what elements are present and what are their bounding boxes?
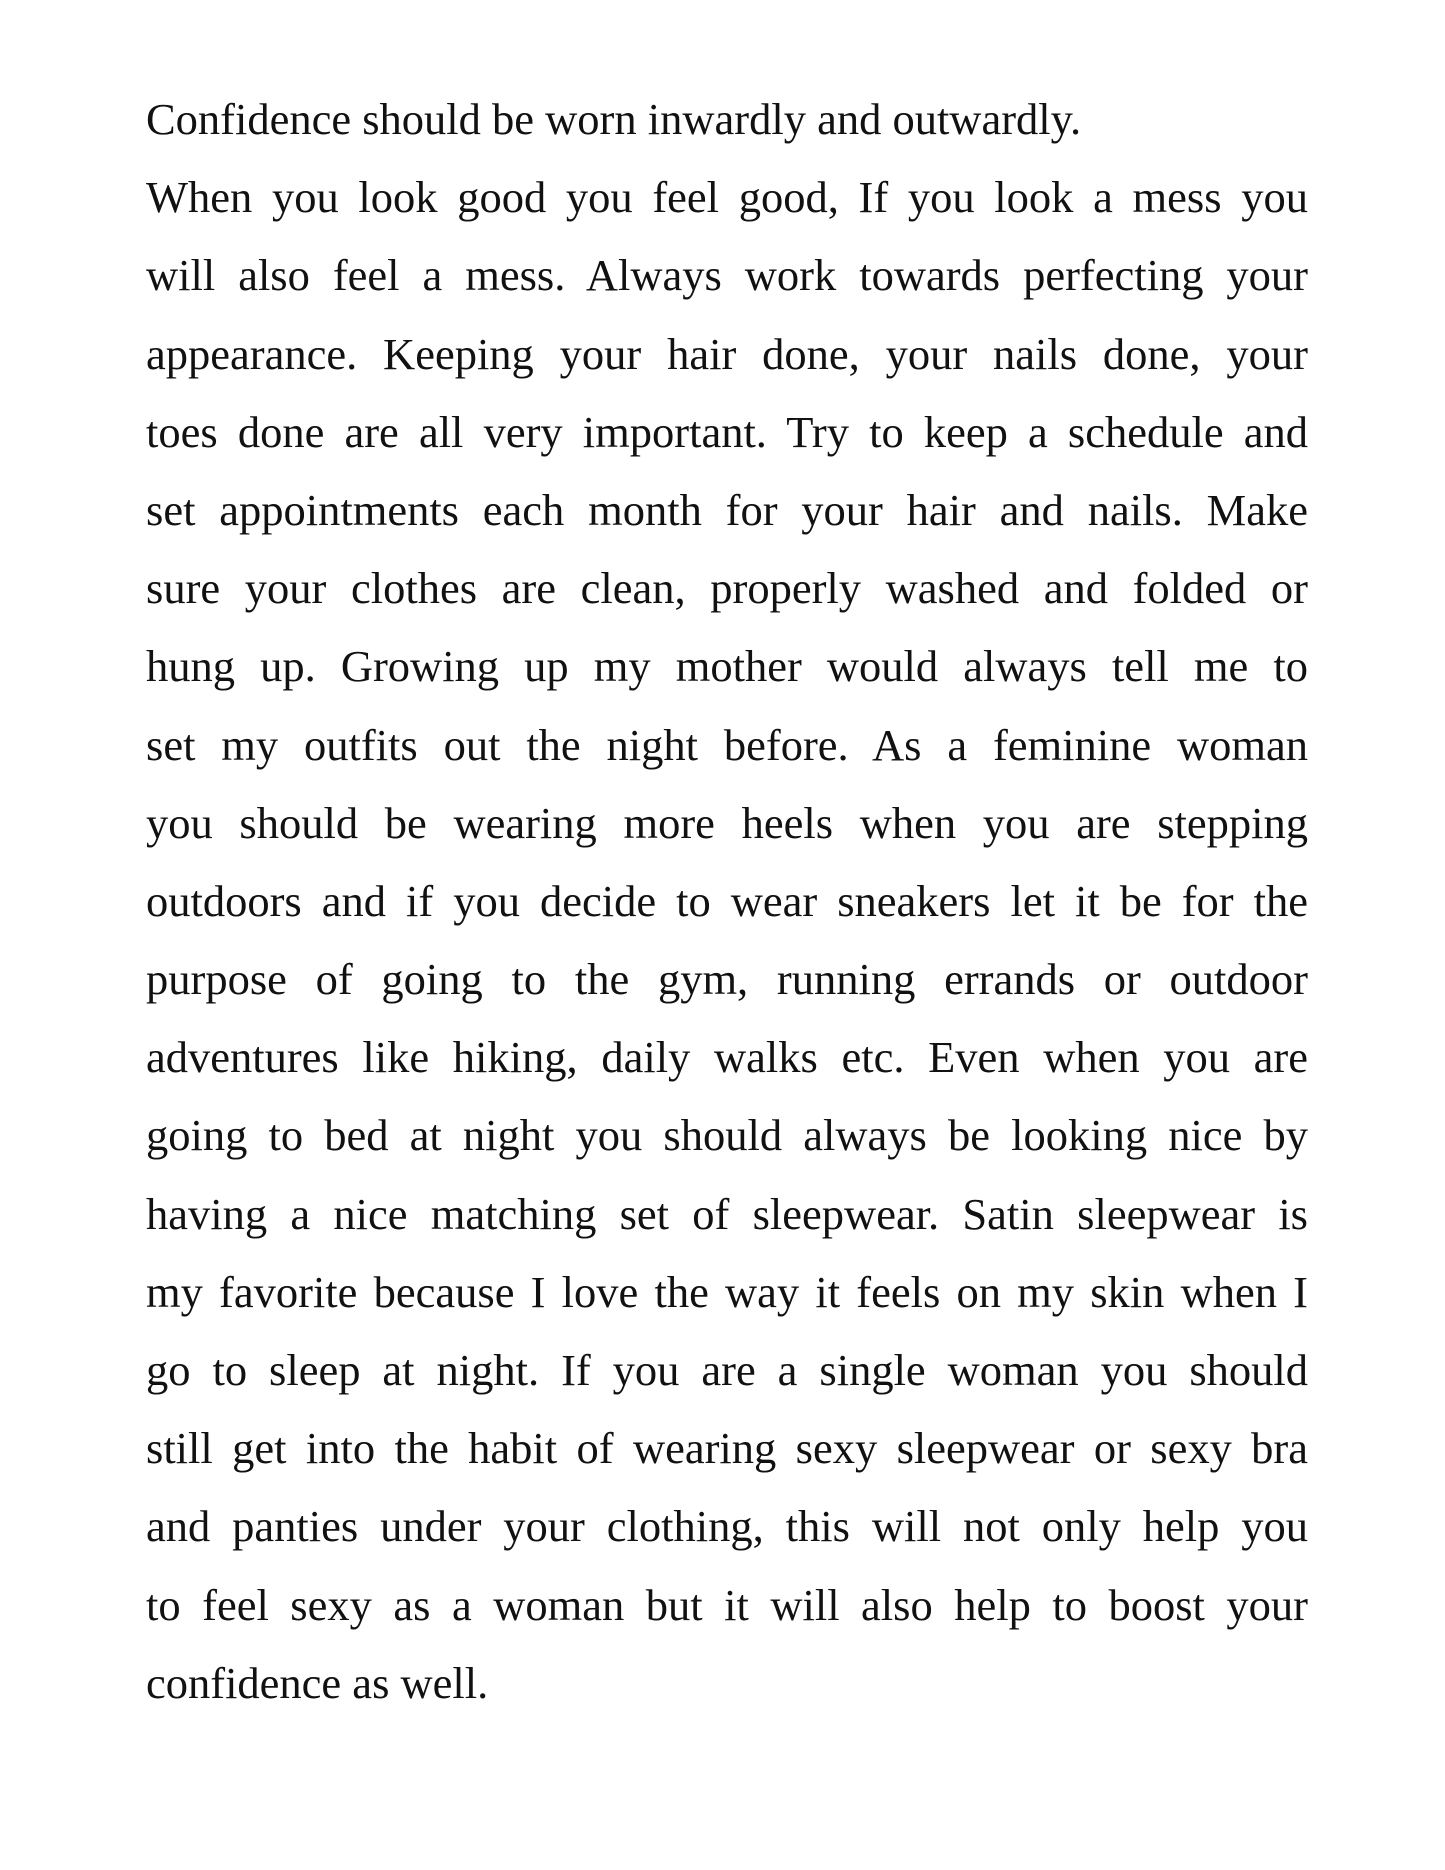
text-line: will also feel a mess. Always work towards perfecting your: [146, 250, 1308, 301]
text-line: adventures like hiking, daily walks etc. Even when you are: [146, 1032, 1308, 1083]
text-line: set appointments each month for your hair and nails. Make: [146, 484, 1308, 535]
text-line: having a nice matching set of sleepwear. Satin sleepwear is: [146, 1188, 1308, 1239]
text-line: set my outfits out the night before. As a feminine woman: [146, 719, 1308, 770]
text-line: purpose of going to the gym, running errands or outdoor: [146, 954, 1308, 1005]
text-line: still get into the habit of wearing sexy sleepwear or sexy bra: [146, 1423, 1308, 1474]
text-line: and panties under your clothing, this will not only help you: [146, 1501, 1308, 1552]
text-line: outdoors and if you decide to wear sneakers let it be for the: [146, 875, 1308, 926]
text-line: go to sleep at night. If you are a single woman you should: [146, 1345, 1308, 1395]
text-line: hung up. Growing up my mother would always tell me to: [146, 641, 1308, 692]
text-line: to feel sexy as a woman but it will also help to boost your: [146, 1579, 1308, 1630]
body-text: [146, 80, 1308, 1722]
text-line: confidence as well.: [146, 1657, 489, 1708]
text-line: appearance. Keeping your hair done, your nails done, your: [146, 328, 1308, 379]
text-line: When you look good you feel good, If you look a mess you: [146, 172, 1308, 223]
text-line: Confidence should be worn inwardly and outwardly.: [146, 94, 1082, 144]
text-line: sure your clothes are clean, properly washed and folded or: [146, 563, 1308, 614]
text-line: toes done are all very important. Try to keep a schedule and: [146, 406, 1308, 457]
text-line: going to bed at night you should always be looking nice by: [146, 1110, 1308, 1161]
text-line: my favorite because I love the way it feels on my skin when I: [146, 1266, 1308, 1317]
text-line: you should be wearing more heels when you are stepping: [146, 797, 1308, 848]
